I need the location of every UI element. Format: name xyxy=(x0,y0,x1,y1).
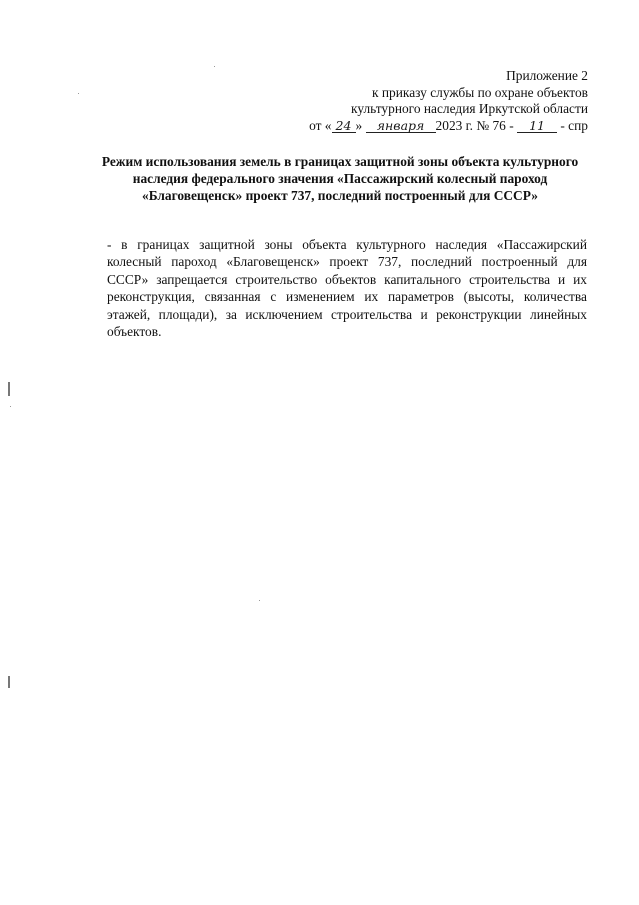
handwritten-month: января xyxy=(366,119,436,133)
scan-speck xyxy=(78,93,79,94)
order-date-line xyxy=(268,118,588,135)
handwritten-order-number: 11 xyxy=(517,119,557,133)
scan-speck xyxy=(10,406,11,407)
date-year: 2023 г. № 76 - xyxy=(435,117,518,133)
authority-line: культурного наследия Иркутской области xyxy=(351,101,588,116)
scan-margin-mark xyxy=(8,676,10,688)
regulation-paragraph: - в границах защитной зоны объекта культурного наследия «Пассажирский колесный пароход «Благовещенск» проект 737, последний построенный для СССР» запрещается строительство объектов капитального строительства и их реконструкция, связанная с изменением их параметров (высоты, количества этажей, площади), за исключением строительства и реконструкции линейных объектов. xyxy=(107,237,587,340)
date-prefix: от « xyxy=(309,117,332,133)
order-reference-line: к приказу службы по охране объектов xyxy=(372,84,588,100)
scan-speck xyxy=(214,66,215,67)
appendix-label: Приложение 2 xyxy=(506,68,588,83)
date-mid: » xyxy=(355,117,366,133)
scan-speck xyxy=(259,600,260,601)
order-suffix: - спр xyxy=(557,117,588,133)
scan-margin-mark xyxy=(8,382,10,396)
handwritten-day: 24 xyxy=(332,119,356,133)
appendix-header xyxy=(268,68,588,134)
document-title: Режим использования земель в границах защитной зоны объекта культурного наследия федерального значения «Пассажирский колесный пароход «Благовещенск» проект 737, последний построенный для СССР» xyxy=(101,154,579,204)
